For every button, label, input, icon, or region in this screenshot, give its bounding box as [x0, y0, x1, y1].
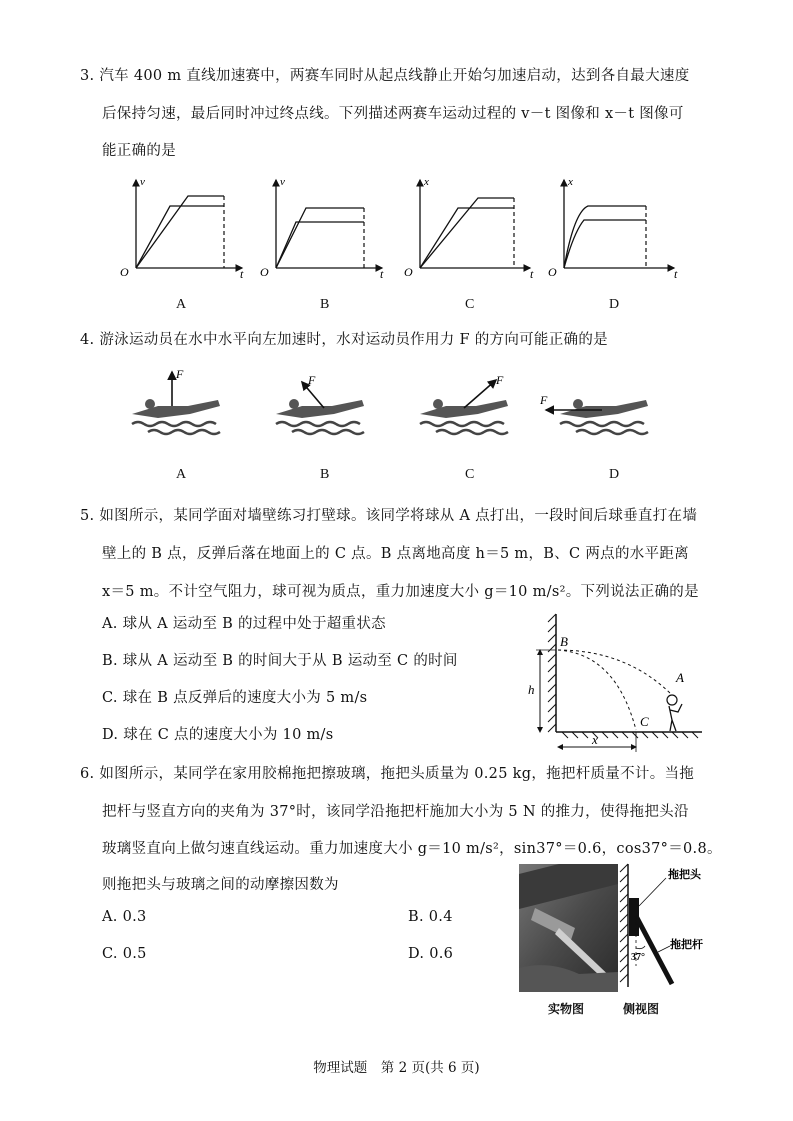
q5-option-d: D. 球在 C 点的速度大小为 10 m/s	[102, 727, 334, 743]
q3-line-3: 能正确的是	[102, 143, 176, 159]
graph-b-ylabel: v	[280, 176, 285, 188]
swimmer-d-label: D	[609, 467, 620, 482]
q6-side-view	[614, 862, 718, 990]
q6-photo	[519, 864, 618, 992]
graph-a-label: A	[176, 297, 187, 312]
q6-line-2: 把杆与竖直方向的夹角为 37°时，该同学沿拖把杆施加大小为 5 N 的推力，使得拖把头沿	[102, 804, 689, 820]
fig5-label-b: B	[560, 634, 568, 649]
fig5-label-c: C	[640, 714, 649, 729]
q3-graph-d	[540, 172, 685, 282]
side-rod-label: 拖把杆	[670, 939, 703, 951]
swimmer-d-force: F	[540, 393, 548, 407]
graph-b-xlabel: t	[380, 267, 384, 281]
q3-line-1: 3. 汽车 400 m 直线加速赛中，两赛车同时从起点线静止开始匀加速启动，达到各自最大速度	[80, 68, 690, 84]
side-angle-label: 37°	[631, 952, 645, 963]
q6-line-4: 则拖把头与玻璃之间的动摩擦因数为	[102, 877, 339, 893]
page-footer: 物理试题 第 2 页(共 6 页)	[313, 1060, 480, 1076]
graph-b-origin: O	[260, 265, 269, 279]
q5-line-1: 5. 如图所示，某同学面对墙壁练习打壁球。该同学将球从 A 点打出，一段时间后球垂直打在墙	[80, 508, 698, 524]
graph-c-ylabel: x	[424, 176, 429, 188]
fig5-label-x: x	[592, 732, 598, 747]
side-head-label: 拖把头	[668, 869, 701, 881]
swimmer-c-force: F	[496, 373, 504, 387]
q4-swimmer-b	[272, 362, 382, 442]
graph-a-origin: O	[120, 265, 129, 279]
q5-line-3: x＝5 m。不计空气阻力，球可视为质点，重力加速度大小 g＝10 m/s²。下列说法正确的是	[102, 584, 699, 600]
q5-figure	[526, 610, 716, 755]
swimmer-c-label: C	[465, 467, 475, 482]
fig5-label-a: A	[676, 670, 684, 685]
graph-d-xlabel: t	[674, 267, 678, 281]
q3-graph-a	[112, 172, 252, 282]
graph-d-ylabel: x	[568, 176, 573, 188]
q5-line-2: 壁上的 B 点，反弹后落在地面上的 C 点。B 点离地高度 h＝5 m，B、C 两点的水平距离	[102, 546, 689, 562]
graph-c-origin: O	[404, 265, 413, 279]
q5-option-b: B. 球从 A 运动至 B 的时间大于从 B 运动至 C 的时间	[102, 653, 458, 669]
swimmer-a-force: F	[176, 367, 184, 381]
q4-line: 4. 游泳运动员在水中水平向左加速时，水对运动员作用力 F 的方向可能正确的是	[80, 332, 608, 348]
swimmer-b-label: B	[320, 467, 330, 482]
q4-swimmer-d	[536, 362, 666, 442]
photo-caption: 实物图	[548, 1002, 585, 1016]
graph-c-xlabel: t	[530, 267, 534, 281]
q6-option-d: D. 0.6	[408, 946, 454, 962]
graph-a-ylabel: v	[140, 176, 145, 188]
q3-line-2: 后保持匀速，最后同时冲过终点线。下列描述两赛车运动过程的 v－t 图像和 x－t 图像可	[102, 106, 684, 122]
side-caption: 侧视图	[623, 1002, 660, 1016]
q3-graph-b	[252, 172, 392, 282]
q3-graph-c	[396, 172, 541, 282]
graph-d-label: D	[609, 297, 620, 312]
swimmer-b-force: F	[308, 373, 316, 387]
fig5-label-h: h	[528, 682, 535, 697]
q5-option-a: A. 球从 A 运动至 B 的过程中处于超重状态	[102, 616, 386, 632]
q6-option-c: C. 0.5	[102, 946, 147, 962]
graph-c-label: C	[465, 297, 475, 312]
q6-option-b: B. 0.4	[408, 909, 453, 925]
graph-b-label: B	[320, 297, 330, 312]
graph-a-xlabel: t	[240, 267, 244, 281]
q5-option-c: C. 球在 B 点反弹后的速度大小为 5 m/s	[102, 690, 368, 706]
q6-line-3: 玻璃竖直向上做匀速直线运动。重力加速度大小 g＝10 m/s²，sin37°＝0.6，cos37°＝0.8。	[102, 841, 722, 857]
q6-option-a: A. 0.3	[102, 909, 147, 925]
swimmer-a-label: A	[176, 467, 187, 482]
q4-swimmer-a	[128, 362, 238, 442]
graph-d-origin: O	[548, 265, 557, 279]
q4-swimmer-c	[416, 362, 526, 442]
q6-line-1: 6. 如图所示，某同学在家用胶棉拖把擦玻璃，拖把头质量为 0.25 kg，拖把杆质量不计。当拖	[80, 766, 695, 782]
